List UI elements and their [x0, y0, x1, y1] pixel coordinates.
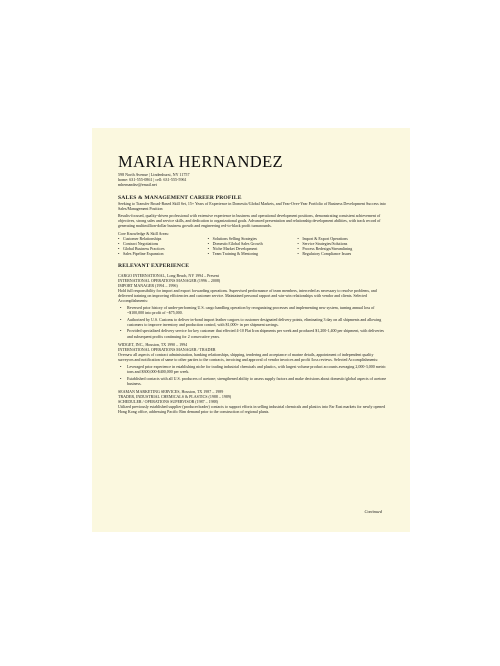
job-employer: CARGO INTERNATIONAL, Long Beach, NY 1994 – Present [118, 272, 219, 278]
job-entry [118, 342, 387, 386]
core-skills-label: Core Knowledge & Skill Areas: [118, 230, 170, 236]
core-skill-item: • Solutions Selling Strategies [208, 236, 298, 241]
job-summary: Hold full responsibility for import and export forwarding operations. Supervised performance of team members, interceded as necessary to resolve problems, and delivered training on improving efficiencies and customer service. Maintained personal rapport and win-win relationships with vendor and clients. Selected Accomplishments: [118, 287, 377, 304]
job-title: SCHEDULER / OPERATIONS SUPERVISOR (1987 – 1988) [118, 399, 218, 405]
core-skill-item: • Sales Pipeline Expansion [118, 251, 208, 256]
core-skill-item: • Global Business Practices [118, 246, 208, 251]
core-skill-item: • Contract Negotiations [118, 241, 208, 246]
accomplishment-list [118, 364, 387, 386]
core-skills-column [118, 236, 208, 256]
job-employer: WIDGET, INC., Houston, TX 1990 – 1994 [118, 341, 188, 347]
core-skill-item: • Customer Relationships [118, 236, 208, 241]
job-title: INTERNATIONAL OPERATIONS MANAGER / TRADER [118, 346, 216, 352]
resume-name: MARIA HERNANDEZ [118, 152, 284, 171]
core-skill-item: • Team Training & Mentoring [208, 251, 298, 256]
job-entry [118, 389, 387, 414]
core-skill-item: • Regulatory Compliance Issues [297, 251, 387, 256]
job-title: INTERNATIONAL OPERATIONS MANAGER (1996 – 2008) [118, 277, 221, 283]
accomplishment-item: • Authorized by U.S. Customs to deliver in-bond import leather cargoes to customer designated delivery points, eliminating 3 day on all shipments and allowing customers to improve inventory and production control, with $1,000+ in per shipment savings. [118, 317, 387, 327]
accomplishment-item: • Reversed prior history of under-performing U.S. cargo handling operation by reorganizing processes and implementing new system, turning annual loss of ~$100,000 into profit of ~$75,000. [118, 305, 387, 315]
job-title: IMPORT MANAGER (1994 – 1996) [118, 282, 178, 288]
core-skill-item: • Service Strategies/Solutions [297, 241, 387, 246]
accomplishment-list [118, 305, 387, 339]
core-skill-item: • Niche Market Development [208, 246, 298, 251]
core-skills-column [297, 236, 387, 256]
core-skill-item: • Import & Export Operations [297, 236, 387, 241]
accomplishment-item: • Provided specialized delivery service for key customer that effected 4-10 Flat Iron shipments per week and produced $1,200-1,400 per shipment, with deliveries and subsequent profits continuing for 2 consecutive years. [118, 328, 387, 338]
contact-block [118, 172, 387, 188]
profile-section-title: SALES & MANAGEMENT CAREER PROFILE [118, 194, 242, 201]
profile-summary: Results-focused, quality-driven professional with extensive experience in business and operational development positions, demonstrating consistent achievement of objectives, strong sales and service skills, and dedication to organizational goals. Advanced presentation and relationship development abilities, with track record of generating multimillion-dollar business growth and engineering red-to-black profit turnarounds. [118, 213, 381, 229]
profile-intro: Seeking to Transfer Broad-Based Skill Set, 15+ Years of Experience in Domestic/Global Markets, and Year-Over-Year Portfolio of Business Development Success into Sales/Management Position [118, 201, 386, 212]
continued-label: Continued [364, 509, 382, 514]
contact-address: 598 North Avenue | Lindenhurst, NY 11757 [118, 172, 190, 177]
core-skill-item: • Process Redesign/Streamlining [297, 246, 387, 251]
job-entry [118, 273, 387, 339]
core-skill-item: • Domestic/Global Sales Growth [208, 241, 298, 246]
job-summary: Oversaw all aspects of contract administration, banking relationships, shipping, tendering and acceptance of marine details, appointment of independent quality surveyors and notification of same to other parties to the contracts, invoicing and approval of vendor invoices and profit /loss reviews. Selected Accomplishments: [118, 351, 379, 362]
job-title: TRADER, INDUSTRIAL CHEMICALS & PLASTICS (1988 – 1989) [118, 394, 232, 400]
resume-page [92, 128, 410, 532]
job-employer: SEAMAN MARKETING SERVICES, Houston, TX 1987 – 1989 [118, 388, 224, 394]
job-summary: Utilized previously established supplier (producer/trader) contacts to support efforts in selling industrial chemicals and plastics into Far East markets for newly opened Hong Kong office, addressing Pacific Rim demand prior to the construction of regional plants. [118, 404, 386, 415]
experience-section-title: RELEVANT EXPERIENCE [118, 263, 190, 270]
core-skills-list [118, 236, 387, 256]
accomplishment-item: • Established contacts with all U.S. producers of acetone; strengthened ability to assess supply factors and make decisions about domestic/global aspects of acetone business. [118, 376, 387, 386]
contact-phones: home: 631-555-0861 | cell: 631-555-5961 [118, 177, 187, 183]
contact-email: mhernandez@email.net [118, 182, 157, 188]
core-skills-column [208, 236, 298, 256]
accomplishment-item: • Leveraged prior experience in establishing niche for trading industrial chemicals and plastics, with largest volume product accounts averaging 2,000-3,000 metric tons and $300,000-$400,000 per week. [118, 364, 387, 374]
